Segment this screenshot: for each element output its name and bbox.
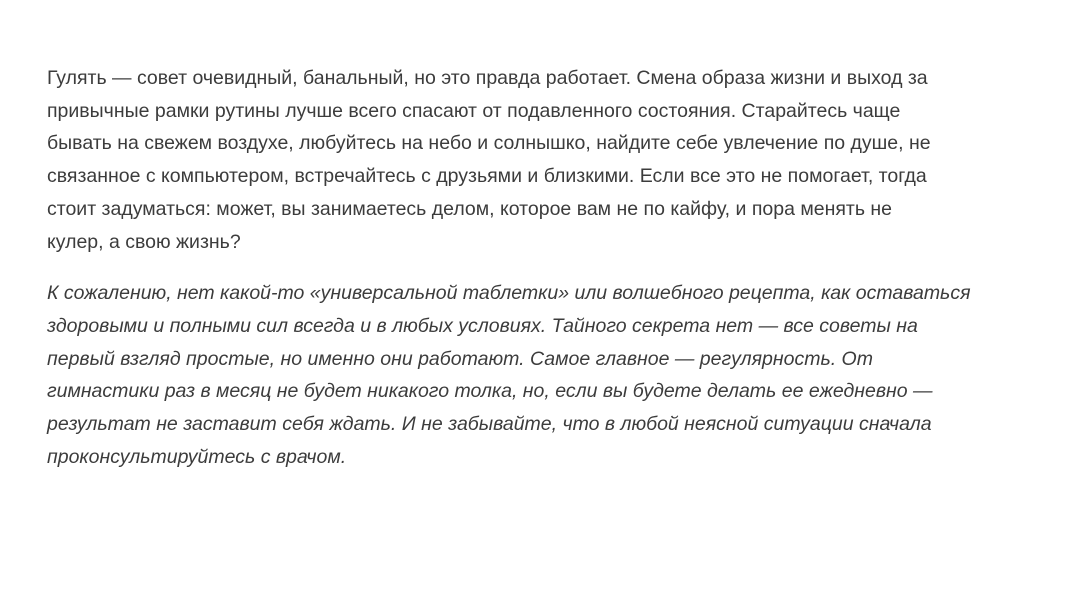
paragraph-italic (47, 277, 1022, 473)
text-line: кулер, а свою жизнь? (47, 230, 241, 253)
text-line: стоит задуматься: может, вы занимаетесь делом, которое вам не по кайфу, и пора менять не (47, 197, 893, 220)
text-line: Гулять — совет очевидный, банальный, но это правда работает. Смена образа жизни и выход за (47, 67, 928, 89)
text-line: результат не заставит себя ждать. И не забывайте, что в любой неясной ситуации сначала (47, 413, 932, 436)
article-body (47, 62, 1022, 473)
text-line: привычные рамки рутины лучше всего спасают от подавленного состояния. Старайтесь чаще (47, 99, 901, 122)
text-line: К сожалению, нет какой-то «универсальной таблетки» или волшебного рецепта, как оставаться (47, 282, 971, 305)
text-line: здоровыми и полными сил всегда и в любых условиях. Тайного секрета нет — все советы на (47, 314, 918, 337)
text-line: связанное с компьютером, встречайтесь с друзьями и близкими. Если все это не помогает, тогда (47, 165, 927, 188)
text-line: гимнастики раз в месяц не будет никакого толка, но, если вы будете делать ее ежедневно — (47, 380, 933, 403)
text-line: первый взгляд простые, но именно они работают. Самое главное — регулярность. От (47, 347, 873, 370)
paragraph-regular (47, 62, 1022, 258)
text-line: бывать на свежем воздухе, любуйтесь на небо и солнышко, найдите себе увлечение по душе, не (47, 132, 931, 155)
text-line: проконсультируйтесь с врачом. (47, 445, 347, 468)
